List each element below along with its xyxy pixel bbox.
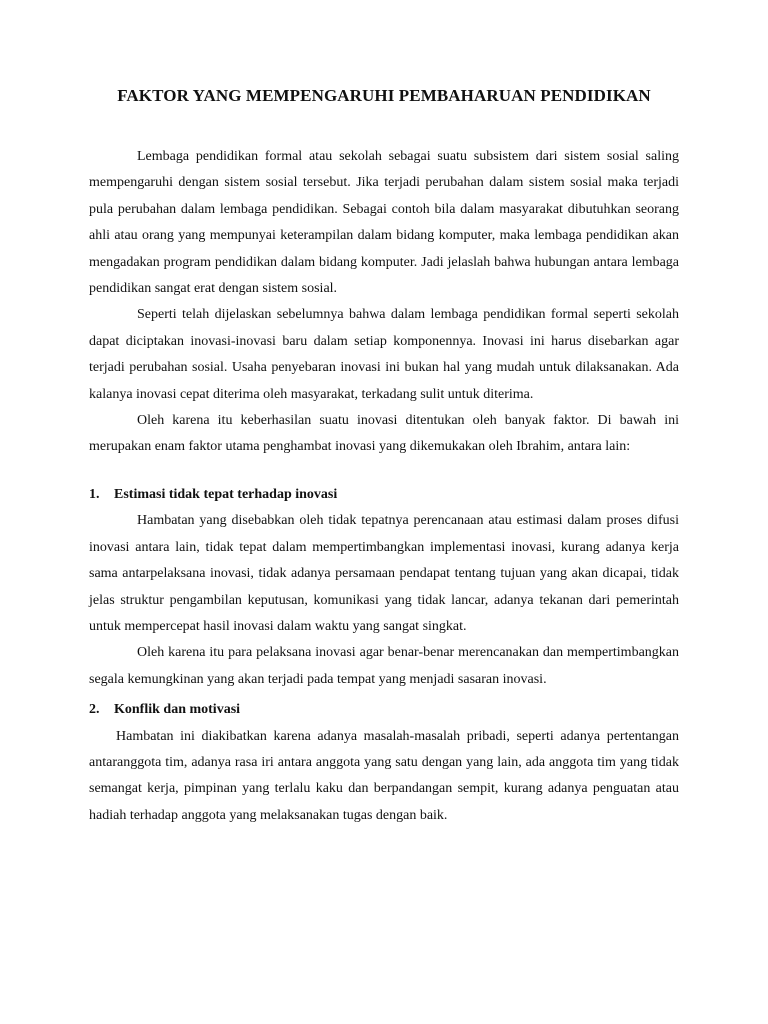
section-2-paragraph-1: Hambatan ini diakibatkan karena adanya masalah-masalah pribadi, seperti adanya pertentangan antaranggota tim, adanya rasa iri antara anggota yang satu dengan yang lain, ada anggota tim yang tidak semangat kerja, pimpinan yang terlalu kaku dan berpandangan sempit, kurang adanya penguatan atau hadiah terhadap anggota yang melaksanakan tugas dengan baik. xyxy=(89,728,679,823)
section-title-1: Estimasi tidak tepat terhadap inovasi xyxy=(114,486,338,502)
intro-paragraph-1: Lembaga pendidikan formal atau sekolah sebagai suatu subsistem dari sistem sosial saling mempengaruhi dengan sistem sosial tersebut. Jika terjadi perubahan dalam sistem sosial maka terjadi pula perubahan dalam lembaga pendidikan. Sebagai contoh bila dalam masyarakat dibutuhkan seorang ahli atau orang yang mempunyai keterampilan dalam bidang komputer, maka lembaga pendidikan akan mengadakan program pendidikan dalam bidang komputer. Jadi jelaslah bahwa hubungan antara lembaga pendidikan sangat erat dengan sistem sosial. xyxy=(89,149,679,297)
section-title-2: Konflik dan motivasi xyxy=(114,702,241,718)
document-title: FAKTOR YANG MEMPENGARUHI PEMBAHARUAN PENDIDIKAN xyxy=(117,86,651,105)
section-heading-1 xyxy=(89,482,679,508)
section-1-paragraph-2: Oleh karena itu para pelaksana inovasi agar benar-benar merencanakan dan mempertimbangkan segala kemungkinan yang akan terjadi pada tempat yang menjadi sasaran inovasi. xyxy=(89,645,679,687)
section-number-1: 1. xyxy=(89,486,100,502)
intro-paragraph-2: Seperti telah dijelaskan sebelumnya bahwa dalam lembaga pendidikan formal seperti sekolah dapat diciptakan inovasi-inovasi baru dalam setiap komponennya. Inovasi ini harus disebarkan agar terjadi perubahan sosial. Usaha penyebaran inovasi ini bukan hal yang mudah untuk dilaksanakan. Ada kalanya inovasi cepat diterima oleh masyarakat, terkadang sulit untuk diterima. xyxy=(89,307,679,402)
section-number-2: 2. xyxy=(89,702,100,718)
section-heading-2 xyxy=(89,697,679,723)
intro-paragraph-3: Oleh karena itu keberhasilan suatu inovasi ditentukan oleh banyak faktor. Di bawah ini merupakan enam faktor utama penghambat inovasi yang dikemukakan oleh Ibrahim, antara lain: xyxy=(89,413,679,455)
section-1-paragraph-1: Hambatan yang disebabkan oleh tidak tepatnya perencanaan atau estimasi dalam proses difusi inovasi antara lain, tidak tepat dalam mempertimbangkan implementasi inovasi, kurang adanya kerja sama antarpelaksana inovasi, tidak adanya persamaan pendapat tentang tujuan yang akan dicapai, tidak jelas struktur pengambilan keputusan, komunikasi yang tidak lancar, adanya tekanan dari pemerintah untuk mempercepat hasil inovasi dalam waktu yang sangat singkat. xyxy=(89,513,679,634)
